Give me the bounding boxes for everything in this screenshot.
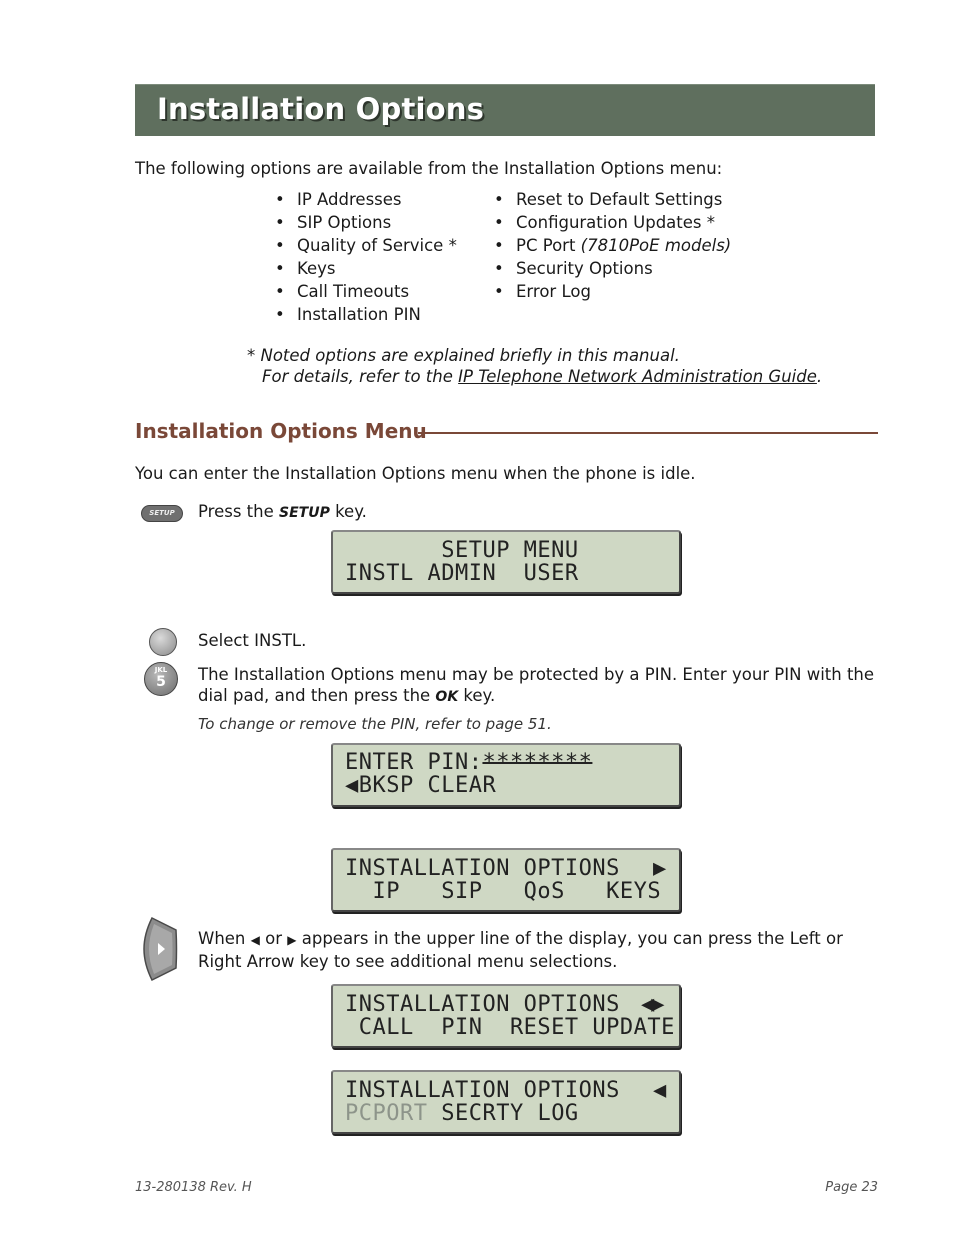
option-label: Error Log — [516, 282, 591, 301]
lcd-line-1: SETUP MENU — [345, 538, 579, 563]
right-arrow-icon: ▶ — [653, 856, 667, 881]
step3-key: OK — [435, 689, 459, 705]
option-item: • Keys — [275, 257, 457, 280]
lcd-line-2 — [345, 1102, 579, 1125]
option-item — [494, 211, 731, 234]
intro-text: The following options are available from the Installation Options menu: — [135, 159, 723, 178]
lcd-line-2 — [345, 774, 496, 797]
setup-key-icon: SETUP — [141, 505, 183, 522]
footnote-line1: * Noted options are explained briefly in this manual. — [247, 346, 680, 365]
pcport-option: PCPORT — [345, 1101, 428, 1126]
softkey-icon — [149, 628, 177, 656]
lcd-line-1: INSTALLATION OPTIONS — [345, 1078, 620, 1103]
footer-page-number: Page 23 — [825, 1180, 878, 1195]
footnote-line2 — [262, 366, 822, 387]
option-label: PC Port — [516, 236, 581, 255]
option-label: Configuration Updates * — [516, 213, 715, 232]
option-item: • SIP Options — [275, 211, 457, 234]
left-arrow-icon: ◀ — [653, 1078, 667, 1103]
section-intro: You can enter the Installation Options menu when the phone is idle. — [135, 464, 696, 483]
page-title: Installation Options — [157, 92, 485, 126]
option-item — [494, 257, 731, 280]
step4-suffix: appears in the upper line of the display, you can press the Left or Right Arrow key to see additional menu selections. — [198, 929, 843, 971]
lcd-enter-pin — [331, 743, 681, 807]
lcd-line-2: INSTL ADMIN USER — [345, 561, 579, 586]
option-item: • IP Addresses — [275, 188, 457, 211]
step1-text — [198, 501, 367, 524]
step3-note: To change or remove the PIN, refer to page 51. — [198, 715, 552, 733]
remaining-options: SECRTY LOG — [427, 1101, 579, 1126]
pin-label: ENTER PIN: — [345, 750, 483, 775]
lcd-line-2: IP SIP QoS KEYS — [345, 879, 662, 904]
pin-mask: ******** — [482, 750, 593, 775]
lcd-line-1: INSTALLATION OPTIONS — [345, 992, 620, 1017]
footnote-suffix: . — [816, 367, 823, 386]
key-digit: 5 — [156, 674, 166, 690]
lcd-options-page2 — [331, 984, 681, 1048]
option-item — [494, 188, 731, 211]
navigation-arrow-key-icon — [142, 916, 178, 986]
options-list-right — [494, 188, 731, 303]
step3-text — [198, 664, 878, 708]
key-letters: JKL — [154, 666, 168, 674]
left-right-arrow-icon: ◀▶ — [641, 992, 662, 1017]
step2-text: Select INSTL. — [198, 631, 307, 650]
lcd-setup-menu — [331, 530, 681, 594]
section-divider — [418, 432, 878, 434]
lcd-line-1 — [345, 751, 592, 774]
title-bar — [135, 84, 875, 136]
option-note: (7810PoE models) — [580, 236, 732, 255]
step4-or: or — [259, 929, 288, 948]
footer-doc-id: 13-280138 Rev. H — [135, 1180, 252, 1195]
step3-prefix: The Installation Options menu may be protected by a PIN. Enter your PIN with the dial pad, and then press the — [198, 665, 875, 705]
dialpad-5-key-icon — [144, 662, 178, 696]
step3-suffix: key. — [458, 686, 496, 705]
guide-link[interactable]: IP Telephone Network Administration Guide — [458, 367, 817, 386]
pin-softkeys: BKSP CLEAR — [358, 773, 497, 798]
left-arrow-icon: ◀ — [250, 933, 260, 947]
section-title: Installation Options Menu — [135, 419, 427, 443]
option-item: • Call Timeouts — [275, 280, 457, 303]
left-arrow-icon: ◀ — [345, 773, 359, 798]
step4-text — [198, 928, 878, 972]
option-item — [494, 234, 731, 257]
option-item: • Installation PIN — [275, 303, 457, 326]
lcd-line-1: INSTALLATION OPTIONS — [345, 856, 620, 881]
lcd-options-page1 — [331, 848, 681, 912]
options-list-left — [275, 188, 457, 326]
option-item — [494, 280, 731, 303]
lcd-options-page3 — [331, 1070, 681, 1134]
footnote-prefix: For details, refer to the — [262, 367, 459, 386]
right-arrow-icon: ▶ — [287, 933, 297, 947]
step1-prefix: Press the — [198, 502, 279, 521]
option-item: • Quality of Service * — [275, 234, 457, 257]
step1-key: SETUP — [279, 505, 330, 521]
lcd-line-2: CALL PIN RESET UPDATE — [345, 1015, 675, 1040]
step4-prefix: When — [198, 929, 251, 948]
option-label: Reset to Default Settings — [516, 190, 723, 209]
option-label: Security Options — [516, 259, 653, 278]
step1-suffix: key. — [329, 502, 367, 521]
